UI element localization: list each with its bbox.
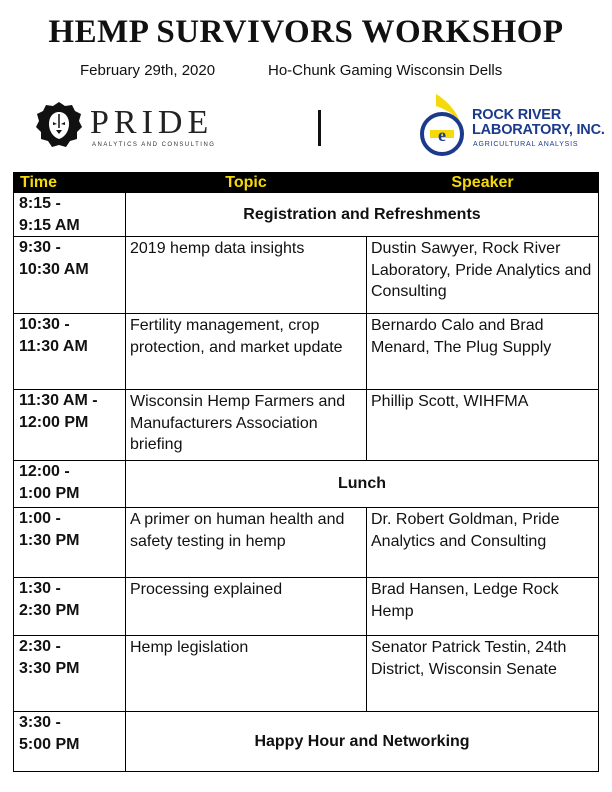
rock-river-logo bbox=[416, 92, 605, 162]
session-time: 12:00 - 1:00 PM bbox=[14, 461, 126, 508]
pride-tagline: ANALYTICS AND CONSULTING bbox=[92, 142, 216, 148]
rock-river-tagline: AGRICULTURAL ANALYSIS bbox=[473, 141, 579, 148]
session-topic: Hemp legislation bbox=[126, 636, 367, 712]
pride-wordmark: PRIDE bbox=[90, 104, 214, 141]
column-header-topic: Topic bbox=[126, 173, 367, 193]
session-span-title: Lunch bbox=[126, 461, 599, 508]
event-date: February 29th, 2020 bbox=[80, 62, 216, 79]
session-time: 8:15 - 9:15 AM bbox=[14, 193, 126, 237]
column-header-speaker: Speaker bbox=[367, 173, 599, 193]
session-time: 11:30 AM - 12:00 PM bbox=[14, 390, 126, 461]
session-speaker: Brad Hansen, Ledge Rock Hemp bbox=[367, 578, 599, 636]
session-span-title: Registration and Refreshments bbox=[126, 193, 599, 237]
logo-separator bbox=[318, 110, 321, 146]
session-speaker: Bernardo Calo and Brad Menard, The Plug Supply bbox=[367, 314, 599, 390]
table-row bbox=[14, 578, 599, 636]
session-time: 3:30 - 5:00 PM bbox=[14, 712, 126, 772]
session-topic: 2019 hemp data insights bbox=[126, 237, 367, 314]
table-row bbox=[14, 237, 599, 314]
lion-head-icon bbox=[34, 100, 84, 150]
table-row bbox=[14, 636, 599, 712]
table-row bbox=[14, 193, 599, 237]
svg-text:e: e bbox=[438, 125, 446, 145]
event-venue: Ho-Chunk Gaming Wisconsin Dells bbox=[268, 62, 503, 79]
session-span-title: Happy Hour and Networking bbox=[126, 712, 599, 772]
session-topic: Fertility management, crop protection, and market update bbox=[126, 314, 367, 390]
rock-river-name: ROCK RIVER LABORATORY, INC. bbox=[472, 107, 605, 138]
page-title: HEMP SURVIVORS WORKSHOP bbox=[48, 14, 564, 50]
session-time: 9:30 - 10:30 AM bbox=[14, 237, 126, 314]
session-time: 1:30 - 2:30 PM bbox=[14, 578, 126, 636]
pride-logo bbox=[34, 100, 234, 152]
session-speaker: Dr. Robert Goldman, Pride Analytics and Consulting bbox=[367, 508, 599, 578]
session-speaker: Dustin Sawyer, Rock River Laboratory, Pride Analytics and Consulting bbox=[367, 237, 599, 314]
session-topic: Wisconsin Hemp Farmers and Manufacturers Association briefing bbox=[126, 390, 367, 461]
session-time: 1:00 - 1:30 PM bbox=[14, 508, 126, 578]
session-topic: A primer on human health and safety testing in hemp bbox=[126, 508, 367, 578]
session-time: 2:30 - 3:30 PM bbox=[14, 636, 126, 712]
table-row bbox=[14, 390, 599, 461]
session-time: 10:30 - 11:30 AM bbox=[14, 314, 126, 390]
session-topic: Processing explained bbox=[126, 578, 367, 636]
column-header-time: Time bbox=[14, 173, 126, 193]
session-speaker: Phillip Scott, WIHFMA bbox=[367, 390, 599, 461]
table-row bbox=[14, 461, 599, 508]
table-row bbox=[14, 508, 599, 578]
rock-river-mark-icon bbox=[416, 92, 468, 158]
session-speaker: Senator Patrick Testin, 24th District, Wisconsin Senate bbox=[367, 636, 599, 712]
table-row bbox=[14, 314, 599, 390]
schedule-table bbox=[13, 172, 599, 772]
table-row bbox=[14, 712, 599, 772]
table-header-row bbox=[14, 173, 599, 193]
